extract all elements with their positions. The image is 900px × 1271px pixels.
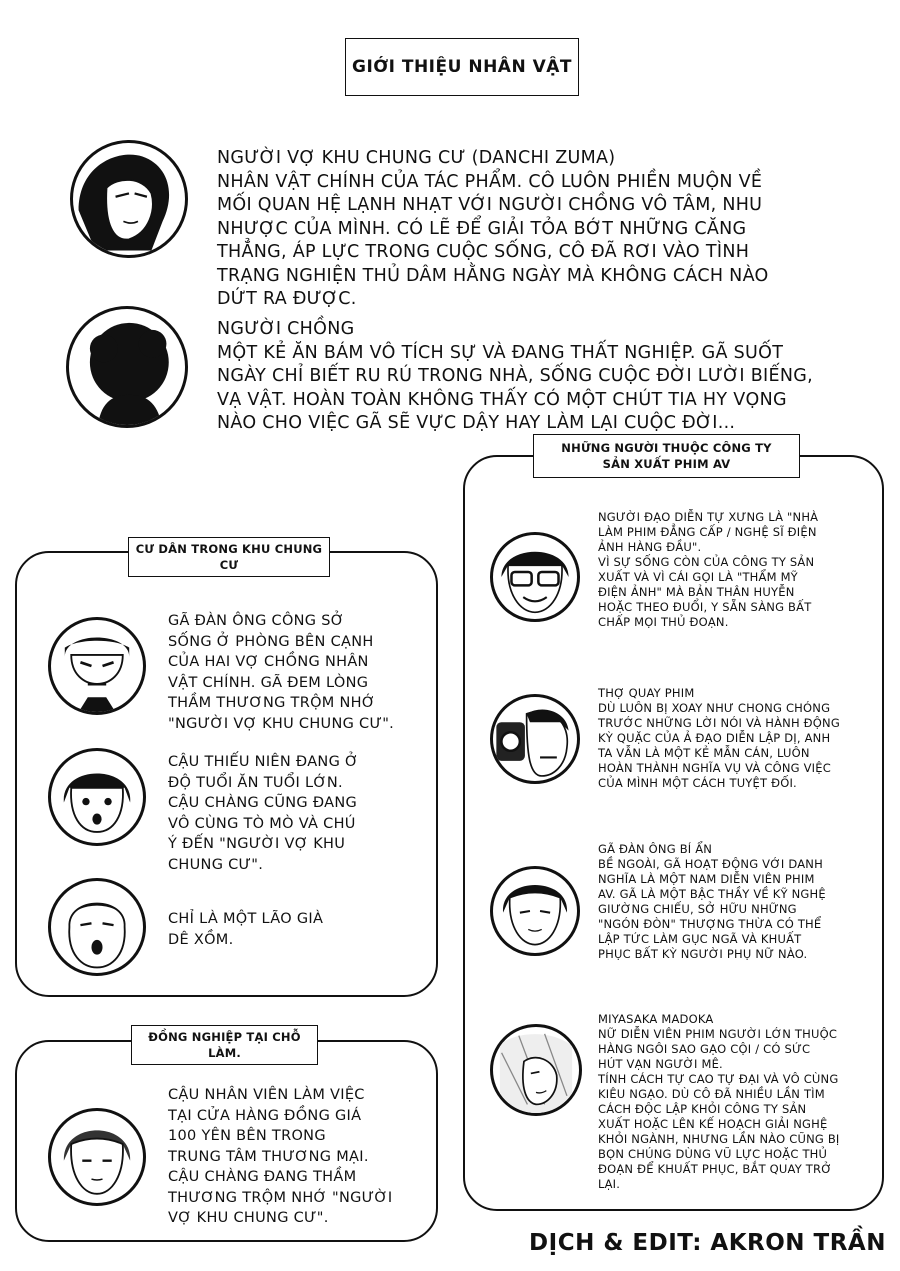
text-line: VỢ KHU CHUNG CƯ". [168, 1210, 329, 1226]
salaryman-face-icon [48, 617, 146, 715]
text-line: NỮ DIỄN VIÊN PHIM NGƯỜI LỚN THUỘC [598, 1027, 838, 1041]
text-line: DỨT RA ĐƯỢC. [217, 289, 357, 309]
text-line: CHỈ LÀ MỘT LÃO GIÀ [168, 911, 324, 927]
text-line: KHỎI NGÀNH, NHƯNG LẦN NÀO CŨNG BỊ [598, 1132, 840, 1146]
text-line: HOÀN THÀNH NGHĨA VỤ VÀ CÔNG VIỆC [598, 761, 831, 775]
text-line: TRẠNG NGHIỆN THỦ DÂM HẰNG NGÀY MÀ KHÔNG CÁCH NÀO [217, 265, 769, 286]
text-line: THƯƠNG TRỘM NHỚ "NGƯỜI [168, 1189, 393, 1206]
text-line: NGHĨA LÀ MỘT NAM DIỄN VIÊN PHIM [598, 872, 815, 886]
text-line: HOẶC THEO ĐUỔI, Y SẴN SÀNG BẤT [598, 600, 812, 614]
text-line: TÍNH CÁCH TỰ CAO TỰ ĐẠI VÀ VÔ CÙNG [598, 1072, 839, 1086]
text-line: "NGƯỜI VỢ KHU CHUNG CƯ". [168, 715, 395, 732]
text-line: NÀO CHO VIỆC GÃ SẼ VỰC DẬY HAY LÀM LẠI CUỘC ĐỜI... [217, 413, 736, 433]
text-line: 100 YÊN BÊN TRONG [168, 1128, 326, 1144]
text-line: PHỤC BẤT KỲ NGƯỜI PHỤ NỮ NÀO. [598, 947, 808, 961]
text-line: KIÊU NGẠO. DÙ CÔ ĐÃ NHIỀU LẦN TÌM [598, 1087, 825, 1101]
text-line: BỌN CHÚNG DÙNG VŨ LỰC HOẶC THỦ [598, 1147, 828, 1161]
translator-credit: DỊCH & EDIT: AKRON TRẦN [529, 1230, 886, 1256]
av-company-panel-title [533, 434, 800, 478]
text-line: XUẤT VÀ VÌ CÁI GỌI LÀ "THẨM MỸ [598, 570, 798, 584]
text-line: TRUNG TÂM THƯƠNG MẠI. [168, 1148, 369, 1165]
text-line: CẬU CHÀNG ĐANG THẦM [168, 1169, 357, 1185]
text-line: NHÂN VẬT CHÍNH CỦA TÁC PHẨM. CÔ LUÔN PHIỀN MUỘN VỀ [217, 171, 763, 192]
main-character-husband-text [217, 318, 887, 436]
mystery-man-face-icon [490, 866, 580, 956]
text-line: LẠI. [598, 1177, 621, 1191]
text-line: THẦM THƯƠNG TRỘM NHỚ [168, 695, 376, 711]
text-line: Ý ĐẾN "NGƯỜI VỢ KHU [168, 836, 346, 852]
text-line: CỦA HAI VỢ CHỒNG NHÂN [168, 654, 369, 670]
text-line: TẠI CỬA HÀNG ĐỒNG GIÁ [168, 1107, 362, 1124]
text-line: DÊ XỒM. [168, 931, 234, 948]
text-line: HÚT VẠN NGƯỜI MÊ. [598, 1057, 723, 1071]
text-line: THẲNG, ÁP LỰC TRONG CUỘC SỐNG, CÔ ĐÃ RƠI VÀO TÌNH [217, 242, 750, 262]
woman-portrait-icon [70, 140, 188, 258]
text-line: HÀNG NGÔI SAO GẠO CỘI / CÓ SỨC [598, 1042, 811, 1056]
text-line: VẬT CHÍNH. GÃ ĐEM LÒNG [168, 674, 369, 691]
text-line: TRƯỚC NHỮNG LỜI NÓI VÀ HÀNH ĐỘNG [598, 716, 840, 730]
text-line: LÀM PHIM ĐẲNG CẤP / NGHỆ SĨ ĐIỆN [598, 525, 817, 539]
panel-title-line: SẢN XUẤT PHIM AV [602, 457, 731, 471]
av-mystery-man-text [598, 842, 868, 962]
text-line: ĐIỆN ẢNH" MÀ BẢN THÂN HUYỄN [598, 585, 795, 599]
panel-title-text: CƯ DÂN TRONG KHU CHUNG CƯ [135, 542, 323, 572]
coworker-clerk-text [168, 1085, 428, 1229]
young-clerk-face-icon [48, 1108, 146, 1206]
old-man-face-icon [48, 878, 146, 976]
av-actress-text [598, 1012, 873, 1192]
text-line: THỢ QUAY PHIM [598, 686, 695, 700]
text-line: NGƯỜI CHỒNG [217, 319, 355, 339]
text-line: VÌ SỰ SỐNG CÒN CỦA CÔNG TY SẢN [598, 555, 815, 569]
text-line: MIYASAKA MADOKA [598, 1012, 714, 1026]
text-line: KỲ QUẶC CỦA Ả ĐẠO DIỄN LẬP DỊ, ANH [598, 731, 831, 745]
text-line: XUẤT HOẶC LÊN KẾ HOẠCH GIẢI NGHỆ [598, 1117, 828, 1131]
residents-panel-title [128, 537, 330, 577]
av-cameraman-text [598, 686, 868, 791]
resident-salaryman-text [168, 611, 423, 734]
text-line: ĐỘ TUỔI ĂN TUỔI LỚN. [168, 774, 343, 791]
text-line: DÙ LUÔN BỊ XOAY NHƯ CHONG CHÓNG [598, 701, 831, 715]
text-line: CẬU NHÂN VIÊN LÀM VIỆC [168, 1087, 365, 1103]
actress-face-icon [490, 1024, 582, 1116]
main-character-wife-text [217, 147, 867, 312]
text-line: BỀ NGOÀI, GÃ HOẠT ĐỘNG VỚI DANH [598, 857, 823, 871]
resident-old-man-text [168, 909, 423, 950]
text-line: SỐNG Ở PHÒNG BÊN CẠNH [168, 633, 374, 650]
text-line: CẬU CHÀNG CŨNG ĐANG [168, 795, 358, 811]
text-line: VÔ CÙNG TÒ MÒ VÀ CHÚ [168, 815, 356, 832]
text-line: CỦA MÌNH MỘT CÁCH TUYỆT ĐỐI. [598, 776, 797, 790]
text-line: VẠ VẬT. HOÀN TOÀN KHÔNG THẤY CÓ MỘT CHÚT TIA HY VỌNG [217, 389, 787, 410]
text-line: NGƯỜI VỢ KHU CHUNG CƯ (DANCHI ZUMA) [217, 148, 616, 168]
director-glasses-face-icon [490, 532, 580, 622]
text-line: NGƯỜI ĐẠO DIỄN TỰ XƯNG LÀ "NHÀ [598, 510, 819, 524]
panel-title-text: ĐỒNG NGHIỆP TẠI CHỖ LÀM. [148, 1030, 301, 1060]
text-line: CÁCH ĐỘC LẬP KHỎI CÔNG TY SẢN [598, 1102, 807, 1116]
teen-boy-face-icon [48, 748, 146, 846]
text-line: TA VẪN LÀ MỘT KẺ MẪN CÁN, LUÔN [598, 746, 810, 760]
cameraman-face-icon [490, 694, 580, 784]
text-line: CHUNG CƯ". [168, 856, 264, 873]
text-line: LẬP TỨC LÀM GỤC NGÃ VÀ KHUẤT [598, 932, 802, 946]
av-director-text [598, 510, 868, 630]
page-title: GIỚI THIỆU NHÂN VẬT [345, 38, 579, 96]
text-line: NGÀY CHỈ BIẾT RU RÚ TRONG NHÀ, SỐNG CUỘC ĐỜI LƯỜI BIẾNG, [217, 366, 813, 386]
coworkers-panel-title [131, 1025, 318, 1065]
text-line: ĐOẠN ĐỂ KHUẤT PHỤC, BẮT QUAY TRỞ [598, 1162, 832, 1176]
text-line: GIƯỜNG CHIẾU, SỞ HỮU NHỮNG [598, 902, 797, 916]
text-line: CHẤP MỌI THỦ ĐOẠN. [598, 615, 729, 629]
text-line: NHƯỢC CỦA MÌNH. CÓ LẼ ĐỂ GIẢI TỎA BỚT NHỮNG CĂNG [217, 218, 747, 239]
panel-title-line: NHỮNG NGƯỜI THUỘC CÔNG TY [561, 441, 772, 455]
text-line: CẬU THIẾU NIÊN ĐANG Ở [168, 754, 359, 770]
text-line: "NGÓN ĐÒN" THƯỢNG THỪA CÓ THỂ [598, 917, 822, 931]
text-line: AV. GÃ LÀ MỘT BẬC THẦY VỀ KỸ NGHỆ [598, 887, 826, 901]
text-line: GÃ ĐÀN ÔNG CÔNG SỞ [168, 613, 345, 629]
husband-silhouette-icon [66, 306, 188, 428]
text-line: MỘT KẺ ĂN BÁM VÔ TÍCH SỰ VÀ ĐANG THẤT NGHIỆP. GÃ SUỐT [217, 342, 784, 363]
text-line: ẢNH HÀNG ĐẦU". [598, 540, 702, 554]
resident-teen-text [168, 752, 423, 875]
text-line: MỐI QUAN HỆ LẠNH NHẠT VỚI NGƯỜI CHỒNG VÔ TÂM, NHU [217, 195, 763, 215]
text-line: GÃ ĐÀN ÔNG BÍ ẨN [598, 842, 713, 856]
